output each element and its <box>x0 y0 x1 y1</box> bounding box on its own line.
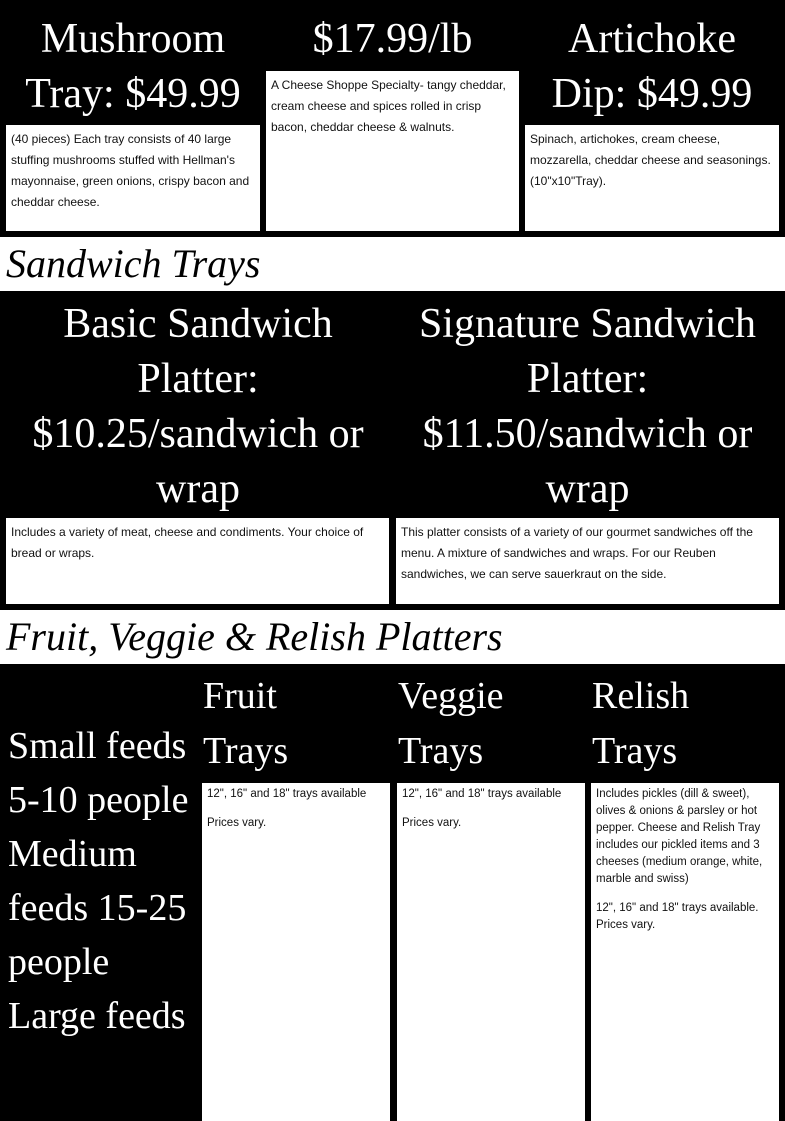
size-large: Large feeds <box>8 995 186 1037</box>
platters-heading: Fruit, Veggie & Relish Platters <box>6 614 503 659</box>
size-small: Small feeds 5-10 people <box>8 725 189 821</box>
sandwich-trays-heading: Sandwich Trays <box>6 241 261 286</box>
relish-trays-description <box>591 783 779 1121</box>
basic-sandwich-description: Includes a variety of meat, cheese and condiments. Your choice of bread or wraps. <box>6 518 389 604</box>
tray-sizes <box>0 719 204 1043</box>
basic-sandwich-title: Basic Sandwich Platter: $10.25/sandwich or wrap <box>32 301 364 512</box>
signature-sandwich-description: This platter consists of a variety of our gourmet sandwiches off the menu. A mixture of sandwiches and wraps. For our Reuben sandwiches, we can serve sauerkraut on the side. <box>396 518 779 604</box>
artichoke-dip-description: Spinach, artichokes, cream cheese, mozzarella, cheddar cheese and seasonings. (10"x10"Tray). <box>525 125 779 231</box>
veggie-prices: Prices vary. <box>402 817 462 829</box>
veggie-availability: 12", 16" and 18" trays available <box>402 788 562 800</box>
cheese-ball-price: $17.99/lb <box>312 16 473 62</box>
artichoke-dip-title <box>525 12 779 122</box>
mushroom-tray-title <box>6 12 260 122</box>
fruit-trays-description <box>202 783 390 1121</box>
mushroom-tray-description: (40 pieces) Each tray consists of 40 large stuffing mushrooms stuffed with Hellman's mayonnaise, green onions, crispy bacon and cheddar cheese. <box>6 125 260 231</box>
veggie-trays-title: Veggie Trays <box>398 675 504 772</box>
fruit-trays-title: Fruit Trays <box>203 675 289 772</box>
cheese-ball-description: A Cheese Shoppe Specialty- tangy cheddar, cream cheese and spices rolled in crisp bacon, cheddar cheese & walnuts. <box>266 71 519 231</box>
fruit-availability: 12", 16" and 18" trays available <box>207 788 367 800</box>
size-medium: Medium feeds 15-25 people <box>8 833 187 983</box>
mushroom-title-line2: Tray: $49.99 <box>25 71 241 117</box>
artichoke-title-line1: Artichoke <box>568 16 736 62</box>
fruit-prices: Prices vary. <box>207 817 267 829</box>
veggie-trays-description <box>397 783 585 1121</box>
artichoke-title-line2: Dip: $49.99 <box>551 71 753 117</box>
relish-availability: 12", 16" and 18" trays available. Prices vary. <box>596 902 759 931</box>
relish-trays-title: Relish Trays <box>592 675 690 772</box>
relish-contents: Includes pickles (dill & sweet), olives & onions & parsley or hot pepper. Cheese and Relish Tray includes our pickled items and 3 cheeses (medium orange, white, marble and swiss) <box>596 788 763 885</box>
mushroom-title-line1: Mushroom <box>40 16 226 62</box>
signature-sandwich-title: Signature Sandwich Platter: $11.50/sandwich or wrap <box>418 301 757 512</box>
